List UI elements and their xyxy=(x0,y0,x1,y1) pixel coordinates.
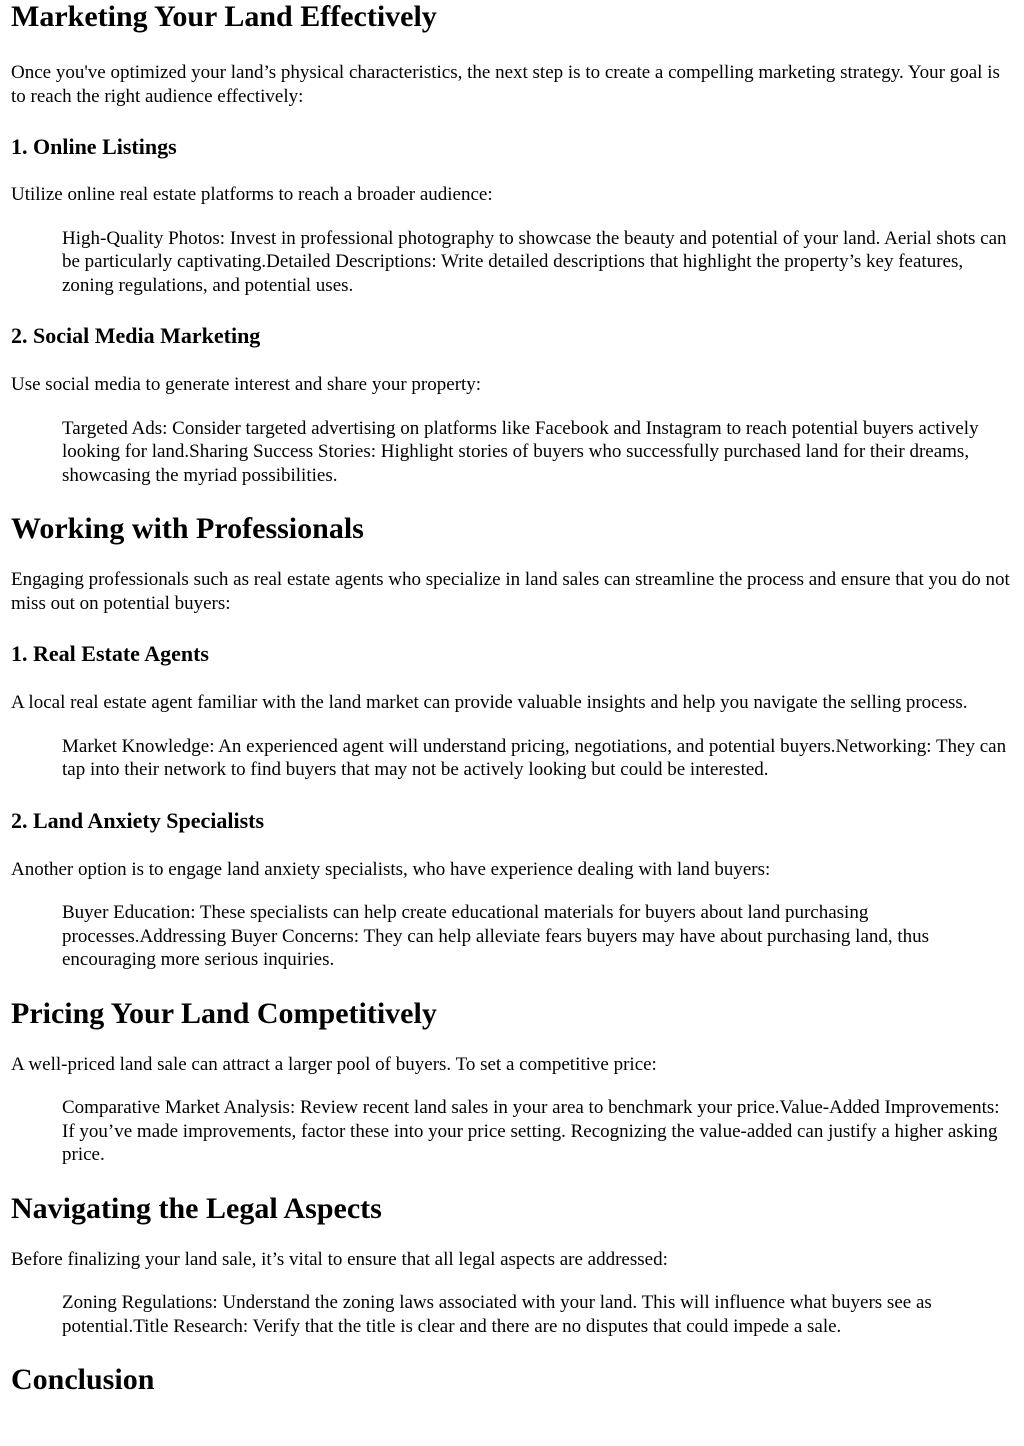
heading-pricing: Pricing Your Land Competitively xyxy=(11,996,437,1030)
paragraph-social-intro: Use social media to generate interest and share your property: xyxy=(11,374,482,395)
paragraph-legal-intro: Before finalizing your land sale, it’s vital to ensure that all legal aspects are addressed: xyxy=(11,1248,668,1270)
heading-working-professionals: Working with Professionals xyxy=(11,512,364,545)
subheading-land-anxiety: 2. Land Anxiety Specialists xyxy=(11,807,265,833)
blockquote-online: High-Quality Photos: Invest in professional photography to showcase the beauty and potential of your land. Aerial shots can be particularly captivating.Detailed Descriptions: Write detailed descriptions that highlight the property’s key features, zoning regulations, and potential uses. xyxy=(62,227,1007,296)
paragraph-marketing-intro: Once you've optimized your land’s physical characteristics, the next step is to create a compelling marketing strategy. Your goal is to reach the right audience effectively: xyxy=(11,62,1000,107)
paragraph-online-intro: Utilize online real estate platforms to reach a broader audience: xyxy=(11,184,493,205)
blockquote-social: Targeted Ads: Consider targeted advertising on platforms like Facebook and Instagram to reach potential buyers actively looking for land.Sharing Success Stories: Highlight stories of buyers who successfully purchased land for their dreams, showcasing the myriad possibilities. xyxy=(62,417,979,486)
subheading-social-media: 2. Social Media Marketing xyxy=(11,323,261,348)
paragraph-anxiety-intro: Another option is to engage land anxiety specialists, who have experience dealing with land buyers: xyxy=(11,858,771,880)
paragraph-agents-intro: A local real estate agent familiar with the land market can provide valuable insights and help you navigate the selling process. xyxy=(11,692,968,713)
paragraph-pricing-intro: A well-priced land sale can attract a larger pool of buyers. To set a competitive price: xyxy=(11,1053,657,1075)
subheading-real-estate-agents: 1. Real Estate Agents xyxy=(11,641,209,666)
blockquote-agents: Market Knowledge: An experienced agent will understand pricing, negotiations, and potential buyers.Networking: They can tap into their network to find buyers that may not be actively looking but could be interested. xyxy=(62,735,1007,780)
subheading-online-listings: 1. Online Listings xyxy=(11,134,177,159)
heading-legal: Navigating the Legal Aspects xyxy=(11,1191,382,1225)
heading-conclusion: Conclusion xyxy=(11,1363,155,1396)
blockquote-pricing: Comparative Market Analysis: Review recent land sales in your area to benchmark your price.Value-Added Improvements: If you’ve made improvements, factor these into your price setting. Recognizing the value-added can justify a higher asking price. xyxy=(62,1097,1000,1165)
blockquote-anxiety: Buyer Education: These specialists can help create educational materials for buyers about land purchasing processes.Addressing Buyer Concerns: They can help alleviate fears buyers may have about purchasing land, thus encouraging more serious inquiries. xyxy=(62,902,930,970)
blockquote-legal: Zoning Regulations: Understand the zoning laws associated with your land. This will influence what buyers see as potential.Title Research: Verify that the title is clear and there are no disputes that could impede a sale. xyxy=(62,1292,932,1337)
heading-marketing: Marketing Your Land Effectively xyxy=(11,0,437,33)
paragraph-working-intro: Engaging professionals such as real estate agents who specialize in land sales can streamline the process and ensure that you do not miss out on potential buyers: xyxy=(11,569,1010,614)
